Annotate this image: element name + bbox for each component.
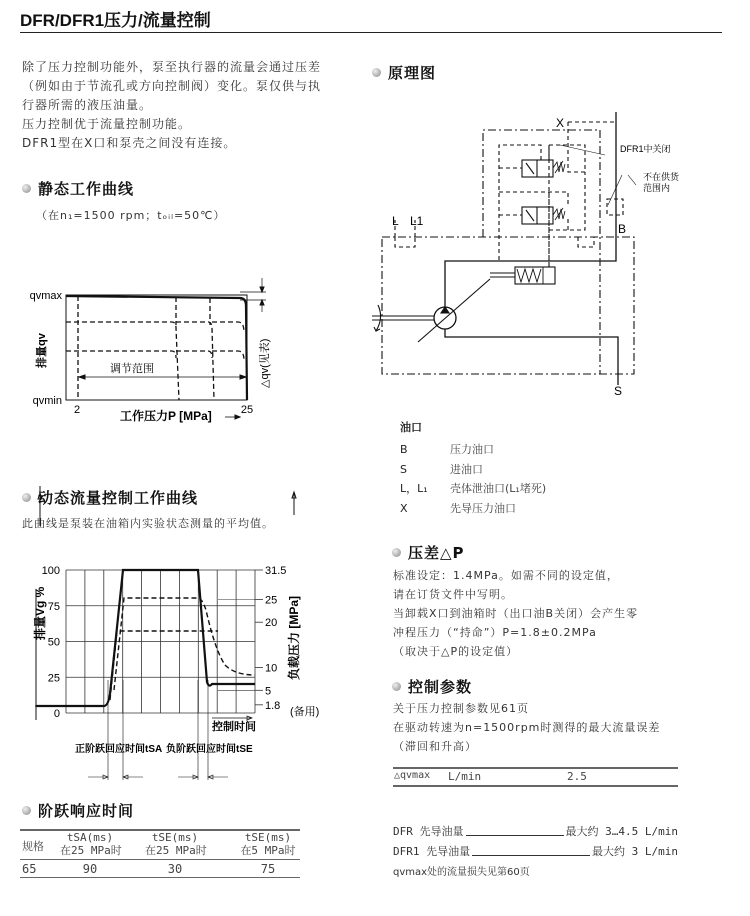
port-desc: 进油口	[450, 462, 483, 476]
port-row	[400, 499, 546, 519]
pilot-label: DFR1 先导油量	[393, 845, 471, 858]
left-tick-label: 0	[53, 708, 60, 720]
heading-text: 原理图	[388, 64, 437, 82]
text-line: 在驱动转速为n=1500rpm时测得的最大流量误差	[393, 721, 661, 734]
qvmin-label: qvmin	[32, 395, 62, 407]
rotation-arrow	[374, 305, 381, 331]
table-bottom-rule	[20, 877, 300, 878]
port-l-label: L	[392, 214, 399, 228]
header-line: tSE(ms)	[151, 831, 199, 844]
text-line: 当卸载X口到油箱时（出口油B关闭）会产生零	[393, 607, 639, 620]
bullet-icon	[22, 806, 31, 815]
port-row	[400, 440, 546, 460]
not-supplied-note: 范围内	[643, 183, 671, 193]
heading-text: 压差△P	[408, 544, 465, 562]
negative-step-label: 负阶跃回应时间tSE	[166, 744, 253, 755]
param-symbol: △qvmax	[394, 770, 431, 781]
range-label: 调节范围	[110, 363, 154, 375]
hydraulic-schematic	[360, 55, 680, 400]
text-line: 冲程压力（“持命”）P=1.8±0.2MPa	[393, 626, 597, 639]
table-header-rule	[20, 859, 300, 860]
main-lines	[445, 112, 618, 385]
text-line: （取决于△P的设定值）	[393, 645, 519, 658]
right-tick-label: 10	[265, 662, 278, 675]
table-cell-tsa: 90	[82, 862, 98, 876]
pilot-label: DFR 先导油量	[393, 825, 464, 838]
bullet-icon	[392, 682, 401, 691]
pilot-value: 最大约 3 L/min	[592, 845, 678, 858]
port-b-label: B	[618, 222, 627, 236]
left-axis-label: 排量Vg %	[33, 586, 47, 640]
col-header-model: 规格	[22, 840, 44, 853]
intro-line: DFR1型在X口和泵壳之间没有连接。	[22, 136, 237, 150]
positive-step-label: 正阶跃回应时间tSA	[75, 744, 163, 755]
pressure-curve	[114, 598, 255, 690]
header-line: tSE(ms)	[244, 831, 292, 844]
left-tick-label: 50	[47, 636, 60, 649]
port-code: B	[400, 443, 408, 456]
pilot-value: 最大约 3…4.5 L/min	[565, 825, 678, 838]
port-row	[400, 479, 546, 499]
tse-arrows	[178, 775, 228, 779]
drive-shaft	[372, 316, 434, 320]
left-tick-label: 75	[47, 600, 60, 613]
static-curve-heading	[22, 178, 134, 199]
right-tick-label: 25	[265, 594, 278, 607]
table-cell-tse-5: 75	[260, 862, 276, 876]
pressure-diff-text	[393, 566, 638, 661]
col-header-tsa-25	[60, 831, 120, 857]
static-curve-chart	[0, 270, 300, 430]
adjust-arrow	[418, 279, 490, 342]
static-curve-condition: （在n₁=1500 rpm；tₒᵢₗ=50℃）	[36, 209, 226, 222]
intro-line: 行器所需的液压油量。	[22, 98, 153, 112]
port-l1-label: L1	[410, 214, 424, 228]
right-tick-label: 20	[265, 617, 278, 630]
param-unit: L/min	[448, 770, 482, 783]
page-title: DFR/DFR1压力/流量控制	[20, 11, 211, 30]
dynamic-curve-chart	[0, 480, 340, 780]
pilot-flow-dfr1	[393, 843, 678, 859]
dashed-curves	[66, 296, 244, 400]
flow-loss-note: qvmax处的流量损失见第60页	[393, 867, 530, 878]
x-tick-start: 2	[73, 404, 81, 416]
header-line: 在25 MPa时	[60, 844, 122, 857]
pilot-flow-dfr	[393, 823, 678, 839]
header-line: tSA(ms)	[66, 831, 114, 844]
right-tick-label: 31.5	[265, 565, 287, 577]
max-curve	[66, 296, 247, 400]
port-row	[400, 460, 546, 480]
text-line: 请在订货文件中写明。	[393, 588, 513, 601]
right-tick-label: 5	[265, 685, 272, 698]
port-desc: 壳体泄油口(L₁堵死)	[450, 482, 547, 495]
left-tick-label: 100	[41, 565, 60, 577]
control-params-text	[393, 699, 660, 756]
pilot-lines	[395, 122, 623, 267]
dynamic-curve-description: 此曲线是泵装在油箱内实验状态测量的平均值。	[22, 517, 274, 530]
right-axis-arrow	[292, 492, 296, 515]
table-cell-tse-25: 30	[167, 862, 183, 876]
ports-list	[400, 440, 546, 518]
control-params-heading	[392, 676, 472, 697]
left-axis-arrow	[38, 486, 42, 526]
port-x-label: X	[556, 116, 565, 130]
intro-text	[22, 58, 321, 153]
col-header-tse-25	[145, 831, 205, 857]
header-line: 在25 MPa时	[145, 844, 207, 857]
step-response-heading	[22, 800, 134, 821]
port-code: L，L₁	[400, 482, 428, 495]
intro-line: 除了压力控制功能外，泵至执行器的流量会通过压差	[22, 60, 322, 74]
heading-text: 动态流量控制工作曲线	[38, 489, 199, 507]
control-time-label: 控制时间	[212, 721, 256, 733]
bullet-icon	[392, 548, 401, 557]
right-tick-label: 1.8	[265, 699, 281, 712]
text-line: 标准设定：1.4MPa。如需不同的设定值，	[393, 569, 619, 582]
port-code: X	[400, 501, 408, 515]
tsa-arrows	[88, 775, 143, 779]
y-axis-label: 排量qv	[36, 333, 48, 368]
left-tick-label: 25	[47, 672, 60, 685]
leader-line	[472, 855, 590, 856]
right-axis-label: 负载压力 [MPa]	[287, 595, 301, 680]
x-axis-label: 工作压力P [MPa]	[120, 409, 212, 423]
port-desc: 先导压力油口	[450, 501, 516, 515]
heading-text: 静态工作曲线	[38, 180, 135, 198]
port-desc: 压力油口	[450, 443, 494, 456]
param-value: 2.5	[567, 770, 587, 783]
port-code: S	[400, 462, 407, 476]
bullet-icon	[22, 184, 31, 193]
intro-line: 压力控制优于流量控制功能。	[22, 117, 192, 131]
x-tick-end: 25	[240, 404, 254, 416]
table-cell-model: 65	[22, 862, 37, 876]
leader-line	[466, 835, 564, 836]
header-line: 在5 MPa时	[240, 844, 296, 857]
param-table-bottom-rule	[393, 785, 678, 787]
col-header-tse-5	[238, 831, 298, 857]
title-divider	[20, 32, 722, 33]
displacement-curve	[36, 570, 255, 706]
right-tick-note: (备用)	[290, 706, 320, 718]
text-line: 关于压力控制参数见61页	[393, 702, 529, 715]
plot-frame	[66, 295, 247, 400]
port-s-label: S	[614, 384, 623, 398]
param-table-top-rule	[393, 767, 678, 769]
delta-qv-label: △qv(见表)	[259, 338, 271, 388]
dfr1-closed-note: DFR1中关闭	[620, 144, 671, 154]
intro-line: （例如由于节流孔或方向控制阀）变化。泵仅供与执	[22, 79, 322, 93]
heading-text: 控制参数	[408, 678, 473, 696]
pressure-diff-heading	[392, 542, 465, 563]
text-line: （滞回和升高）	[393, 740, 477, 753]
heading-text: 阶跃响应时间	[38, 802, 135, 820]
ports-heading: 油口	[400, 421, 422, 434]
not-supplied-note: 不在供货	[643, 172, 680, 182]
qvmax-label: qvmax	[29, 290, 62, 302]
